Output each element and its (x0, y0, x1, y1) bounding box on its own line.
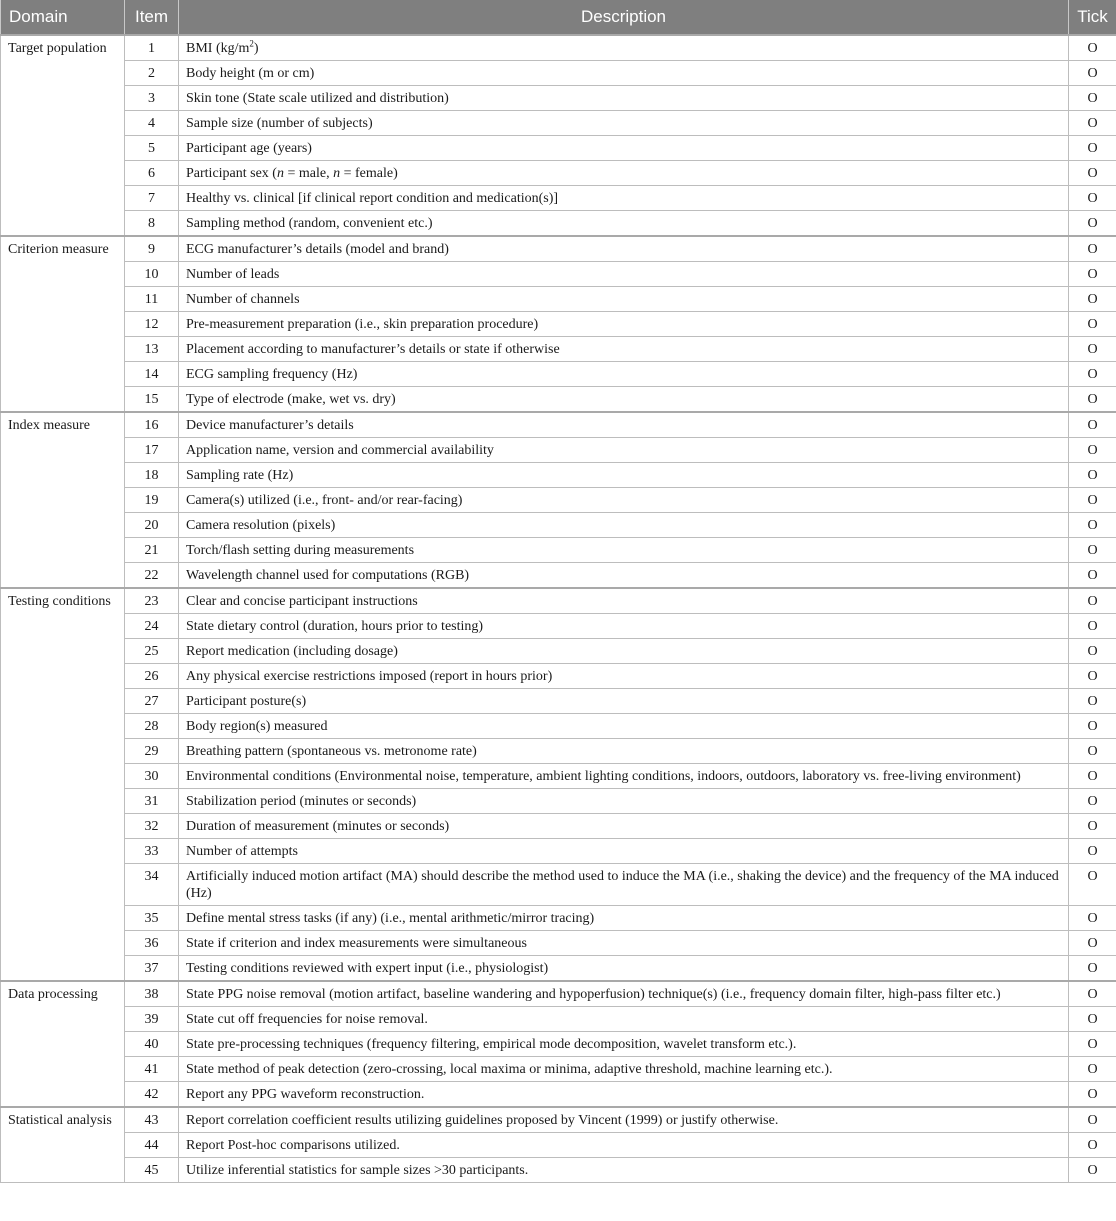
tick-checkbox[interactable]: O (1069, 186, 1116, 211)
table-row (1, 906, 1116, 931)
item-number: 19 (125, 488, 179, 513)
table-row (1, 488, 1116, 513)
table-row (1, 789, 1116, 814)
tick-checkbox[interactable]: O (1069, 1082, 1116, 1108)
tick-checkbox[interactable]: O (1069, 1133, 1116, 1158)
tick-checkbox[interactable]: O (1069, 814, 1116, 839)
item-number: 44 (125, 1133, 179, 1158)
tick-checkbox[interactable]: O (1069, 981, 1116, 1007)
table-row (1, 1082, 1116, 1108)
description-text: Torch/flash setting during measurements (186, 543, 415, 558)
item-description (179, 262, 1069, 287)
tick-checkbox[interactable]: O (1069, 639, 1116, 664)
item-description (179, 287, 1069, 312)
tick-checkbox[interactable]: O (1069, 931, 1116, 956)
description-text: Type of electrode (make, wet vs. dry) (186, 392, 396, 407)
tick-checkbox[interactable]: O (1069, 1107, 1116, 1133)
table-row (1, 839, 1116, 864)
tick-checkbox[interactable]: O (1069, 864, 1116, 906)
description-text: Body region(s) measured (186, 719, 328, 734)
domain-cell: Target population (1, 35, 125, 236)
table-row (1, 438, 1116, 463)
tick-checkbox[interactable]: O (1069, 312, 1116, 337)
table-row (1, 136, 1116, 161)
item-number: 22 (125, 563, 179, 589)
item-number: 24 (125, 614, 179, 639)
tick-checkbox[interactable]: O (1069, 906, 1116, 931)
item-description (179, 1133, 1069, 1158)
tick-checkbox[interactable]: O (1069, 588, 1116, 614)
item-number: 40 (125, 1032, 179, 1057)
tick-checkbox[interactable]: O (1069, 513, 1116, 538)
table-row (1, 35, 1116, 61)
item-number: 27 (125, 689, 179, 714)
domain-cell: Index measure (1, 412, 125, 588)
table-row (1, 1007, 1116, 1032)
item-number: 10 (125, 262, 179, 287)
item-number: 2 (125, 61, 179, 86)
item-number: 34 (125, 864, 179, 906)
item-description (179, 312, 1069, 337)
description-text: Application name, version and commercial availability (186, 443, 494, 458)
item-description (179, 906, 1069, 931)
description-text: Placement according to manufacturer’s details or state if otherwise (186, 342, 560, 357)
table-row (1, 689, 1116, 714)
table-row (1, 1133, 1116, 1158)
description-text: ECG sampling frequency (Hz) (186, 367, 358, 382)
description-text: Duration of measurement (minutes or seconds) (186, 819, 450, 834)
table-row (1, 262, 1116, 287)
item-description (179, 35, 1069, 61)
description-text: ECG manufacturer’s details (model and brand) (186, 242, 449, 257)
description-text: Camera resolution (pixels) (186, 518, 336, 533)
tick-checkbox[interactable]: O (1069, 337, 1116, 362)
domain-cell: Criterion measure (1, 236, 125, 412)
tick-checkbox[interactable]: O (1069, 161, 1116, 186)
tick-checkbox[interactable]: O (1069, 689, 1116, 714)
table-row (1, 387, 1116, 413)
item-description (179, 186, 1069, 211)
tick-checkbox[interactable]: O (1069, 563, 1116, 589)
item-number: 28 (125, 714, 179, 739)
item-number: 15 (125, 387, 179, 413)
item-description (179, 1158, 1069, 1183)
description-text: Report any PPG waveform reconstruction. (186, 1087, 425, 1102)
tick-checkbox[interactable]: O (1069, 111, 1116, 136)
table-row (1, 161, 1116, 186)
item-description (179, 839, 1069, 864)
tick-checkbox[interactable]: O (1069, 136, 1116, 161)
table-row (1, 1032, 1116, 1057)
item-number: 17 (125, 438, 179, 463)
description-text: Pre-measurement preparation (i.e., skin preparation procedure) (186, 317, 539, 332)
description-text: State method of peak detection (zero-crossing, local maxima or minima, adaptive threshold, machine learning etc.). (186, 1062, 833, 1077)
tick-checkbox[interactable]: O (1069, 1032, 1116, 1057)
table-row (1, 639, 1116, 664)
table-row (1, 337, 1116, 362)
tick-checkbox[interactable]: O (1069, 956, 1116, 982)
item-number: 9 (125, 236, 179, 262)
description-text: Skin tone (State scale utilized and distribution) (186, 91, 449, 106)
item-description (179, 689, 1069, 714)
table-row (1, 588, 1116, 614)
description-text: Body height (m or cm) (186, 66, 315, 81)
description-text: Sample size (number of subjects) (186, 116, 373, 131)
description-text: Breathing pattern (spontaneous vs. metronome rate) (186, 744, 477, 759)
item-description (179, 136, 1069, 161)
item-description (179, 614, 1069, 639)
tick-checkbox[interactable]: O (1069, 839, 1116, 864)
item-description (179, 463, 1069, 488)
item-number: 13 (125, 337, 179, 362)
item-number: 14 (125, 362, 179, 387)
item-number: 37 (125, 956, 179, 982)
table-row (1, 211, 1116, 237)
description-text: Sampling rate (Hz) (186, 468, 294, 483)
description-text: Number of leads (186, 267, 280, 282)
table-row (1, 463, 1116, 488)
tick-checkbox[interactable]: O (1069, 362, 1116, 387)
item-number: 45 (125, 1158, 179, 1183)
item-description (179, 664, 1069, 689)
table-row (1, 664, 1116, 689)
description-text: Report Post-hoc comparisons utilized. (186, 1138, 400, 1153)
item-description (179, 111, 1069, 136)
description-text: Healthy vs. clinical [if clinical report condition and medication(s)] (186, 191, 559, 206)
item-description (179, 438, 1069, 463)
description-text: State cut off frequencies for noise removal. (186, 1012, 428, 1027)
table-row (1, 981, 1116, 1007)
tick-checkbox[interactable]: O (1069, 488, 1116, 513)
table-row (1, 236, 1116, 262)
table-row (1, 1158, 1116, 1183)
item-number: 41 (125, 1057, 179, 1082)
item-number: 5 (125, 136, 179, 161)
description-text: Report medication (including dosage) (186, 644, 398, 659)
description-text: Artificially induced motion artifact (MA) should describe the method used to induce the MA (i.e., shaking the device) and the frequency of the MA induced (Hz) (186, 869, 1059, 901)
item-number: 29 (125, 739, 179, 764)
table-row (1, 739, 1116, 764)
table-row (1, 312, 1116, 337)
item-number: 35 (125, 906, 179, 931)
table-row (1, 714, 1116, 739)
item-number: 18 (125, 463, 179, 488)
header-description: Description (179, 0, 1069, 35)
item-description (179, 588, 1069, 614)
description-text: Wavelength channel used for computations (RGB) (186, 568, 470, 583)
description-text: Number of attempts (186, 844, 298, 859)
table-row (1, 1057, 1116, 1082)
description-text: State dietary control (duration, hours prior to testing) (186, 619, 484, 634)
tick-checkbox[interactable]: O (1069, 35, 1116, 61)
tick-checkbox[interactable]: O (1069, 538, 1116, 563)
tick-checkbox[interactable]: O (1069, 764, 1116, 789)
description-text: Any physical exercise restrictions imposed (report in hours prior) (186, 669, 553, 684)
tick-checkbox[interactable]: O (1069, 1007, 1116, 1032)
item-number: 38 (125, 981, 179, 1007)
table-row (1, 513, 1116, 538)
item-number: 4 (125, 111, 179, 136)
item-description (179, 412, 1069, 438)
tick-checkbox[interactable]: O (1069, 438, 1116, 463)
tick-checkbox[interactable]: O (1069, 463, 1116, 488)
tick-checkbox[interactable]: O (1069, 86, 1116, 111)
domain-cell: Data processing (1, 981, 125, 1107)
item-description (179, 61, 1069, 86)
item-number: 32 (125, 814, 179, 839)
description-text: Number of channels (186, 292, 300, 307)
tick-checkbox[interactable]: O (1069, 714, 1116, 739)
table-row (1, 764, 1116, 789)
tick-checkbox[interactable]: O (1069, 789, 1116, 814)
item-description (179, 337, 1069, 362)
item-number: 25 (125, 639, 179, 664)
item-description (179, 488, 1069, 513)
tick-checkbox[interactable]: O (1069, 614, 1116, 639)
item-description (179, 789, 1069, 814)
tick-checkbox[interactable]: O (1069, 387, 1116, 413)
table-row (1, 931, 1116, 956)
item-number: 11 (125, 287, 179, 312)
item-number: 6 (125, 161, 179, 186)
item-number: 8 (125, 211, 179, 237)
table-row (1, 61, 1116, 86)
description-text: n (276, 166, 284, 181)
tick-checkbox[interactable]: O (1069, 236, 1116, 262)
item-number: 30 (125, 764, 179, 789)
item-number: 43 (125, 1107, 179, 1133)
table-row (1, 538, 1116, 563)
tick-checkbox[interactable]: O (1069, 287, 1116, 312)
table-row (1, 287, 1116, 312)
item-description (179, 563, 1069, 589)
item-description (179, 1107, 1069, 1133)
table-row (1, 86, 1116, 111)
item-number: 21 (125, 538, 179, 563)
description-text: Testing conditions reviewed with expert input (i.e., physiologist) (186, 961, 549, 976)
item-description (179, 764, 1069, 789)
description-text: Stabilization period (minutes or seconds) (186, 794, 417, 809)
tick-checkbox[interactable]: O (1069, 739, 1116, 764)
description-text: n (333, 166, 341, 181)
header-tick: Tick (1069, 0, 1116, 35)
tick-checkbox[interactable]: O (1069, 412, 1116, 438)
description-text: Define mental stress tasks (if any) (i.e., mental arithmetic/mirror tracing) (186, 911, 595, 926)
description-text: Clear and concise participant instructions (186, 594, 418, 609)
item-number: 31 (125, 789, 179, 814)
tick-checkbox[interactable]: O (1069, 664, 1116, 689)
table-row (1, 1107, 1116, 1133)
item-description (179, 236, 1069, 262)
description-text: Participant age (years) (186, 141, 312, 156)
item-description (179, 538, 1069, 563)
item-description (179, 739, 1069, 764)
description-text: ) (253, 41, 259, 56)
description-text: Report correlation coefficient results utilizing guidelines proposed by Vincent (1999) or justify otherwise. (186, 1113, 779, 1128)
item-number: 1 (125, 35, 179, 61)
table-row (1, 362, 1116, 387)
tick-checkbox[interactable]: O (1069, 1158, 1116, 1183)
item-number: 7 (125, 186, 179, 211)
table-row (1, 563, 1116, 589)
item-number: 12 (125, 312, 179, 337)
item-description (179, 513, 1069, 538)
description-text: State if criterion and index measurements were simultaneous (186, 936, 527, 951)
tick-checkbox[interactable]: O (1069, 211, 1116, 237)
item-description (179, 956, 1069, 982)
description-text: Environmental conditions (Environmental noise, temperature, ambient lighting conditions, indoors, outdoors, laboratory vs. free-living environment) (186, 769, 1021, 784)
table-row (1, 614, 1116, 639)
tick-checkbox[interactable]: O (1069, 262, 1116, 287)
table-row (1, 864, 1116, 906)
item-description (179, 1082, 1069, 1108)
item-description (179, 387, 1069, 413)
item-number: 20 (125, 513, 179, 538)
table-row (1, 412, 1116, 438)
header-row (1, 0, 1116, 35)
item-description (179, 714, 1069, 739)
item-number: 3 (125, 86, 179, 111)
description-text: 2 (249, 38, 254, 49)
domain-cell: Testing conditions (1, 588, 125, 981)
description-text: Participant sex ( (186, 166, 277, 181)
item-description (179, 1007, 1069, 1032)
description-text: Device manufacturer’s details (186, 418, 354, 433)
item-number: 39 (125, 1007, 179, 1032)
item-description (179, 1032, 1069, 1057)
item-number: 33 (125, 839, 179, 864)
tick-checkbox[interactable]: O (1069, 61, 1116, 86)
description-text: Sampling method (random, convenient etc.) (186, 216, 433, 231)
item-description (179, 211, 1069, 237)
item-number: 16 (125, 412, 179, 438)
item-number: 23 (125, 588, 179, 614)
item-description (179, 981, 1069, 1007)
description-text: = female) (340, 166, 398, 181)
description-text: = male, (283, 166, 334, 181)
item-description (179, 86, 1069, 111)
domain-cell: Statistical analysis (1, 1107, 125, 1183)
header-domain: Domain (1, 0, 125, 35)
description-text: State PPG noise removal (motion artifact, baseline wandering and hypoperfusion) technique(s) (i.e., frequency domain filter, high-pass filter etc.) (186, 987, 1001, 1002)
table-row (1, 814, 1116, 839)
item-number: 26 (125, 664, 179, 689)
description-text: BMI (kg/m (186, 41, 250, 56)
description-text: Camera(s) utilized (i.e., front- and/or rear-facing) (186, 493, 463, 508)
tick-checkbox[interactable]: O (1069, 1057, 1116, 1082)
table-row (1, 186, 1116, 211)
item-description (179, 931, 1069, 956)
description-text: State pre-processing techniques (frequency filtering, empirical mode decomposition, wavelet transform etc.). (186, 1037, 797, 1052)
item-number: 42 (125, 1082, 179, 1108)
item-number: 36 (125, 931, 179, 956)
item-description (179, 1057, 1069, 1082)
item-description (179, 161, 1069, 186)
table-row (1, 111, 1116, 136)
description-text: Participant posture(s) (186, 694, 307, 709)
description-text: Utilize inferential statistics for sample sizes >30 participants. (186, 1163, 529, 1178)
table-row (1, 956, 1116, 982)
header-item: Item (125, 0, 179, 35)
item-description (179, 864, 1069, 906)
item-description (179, 362, 1069, 387)
item-description (179, 639, 1069, 664)
item-description (179, 814, 1069, 839)
